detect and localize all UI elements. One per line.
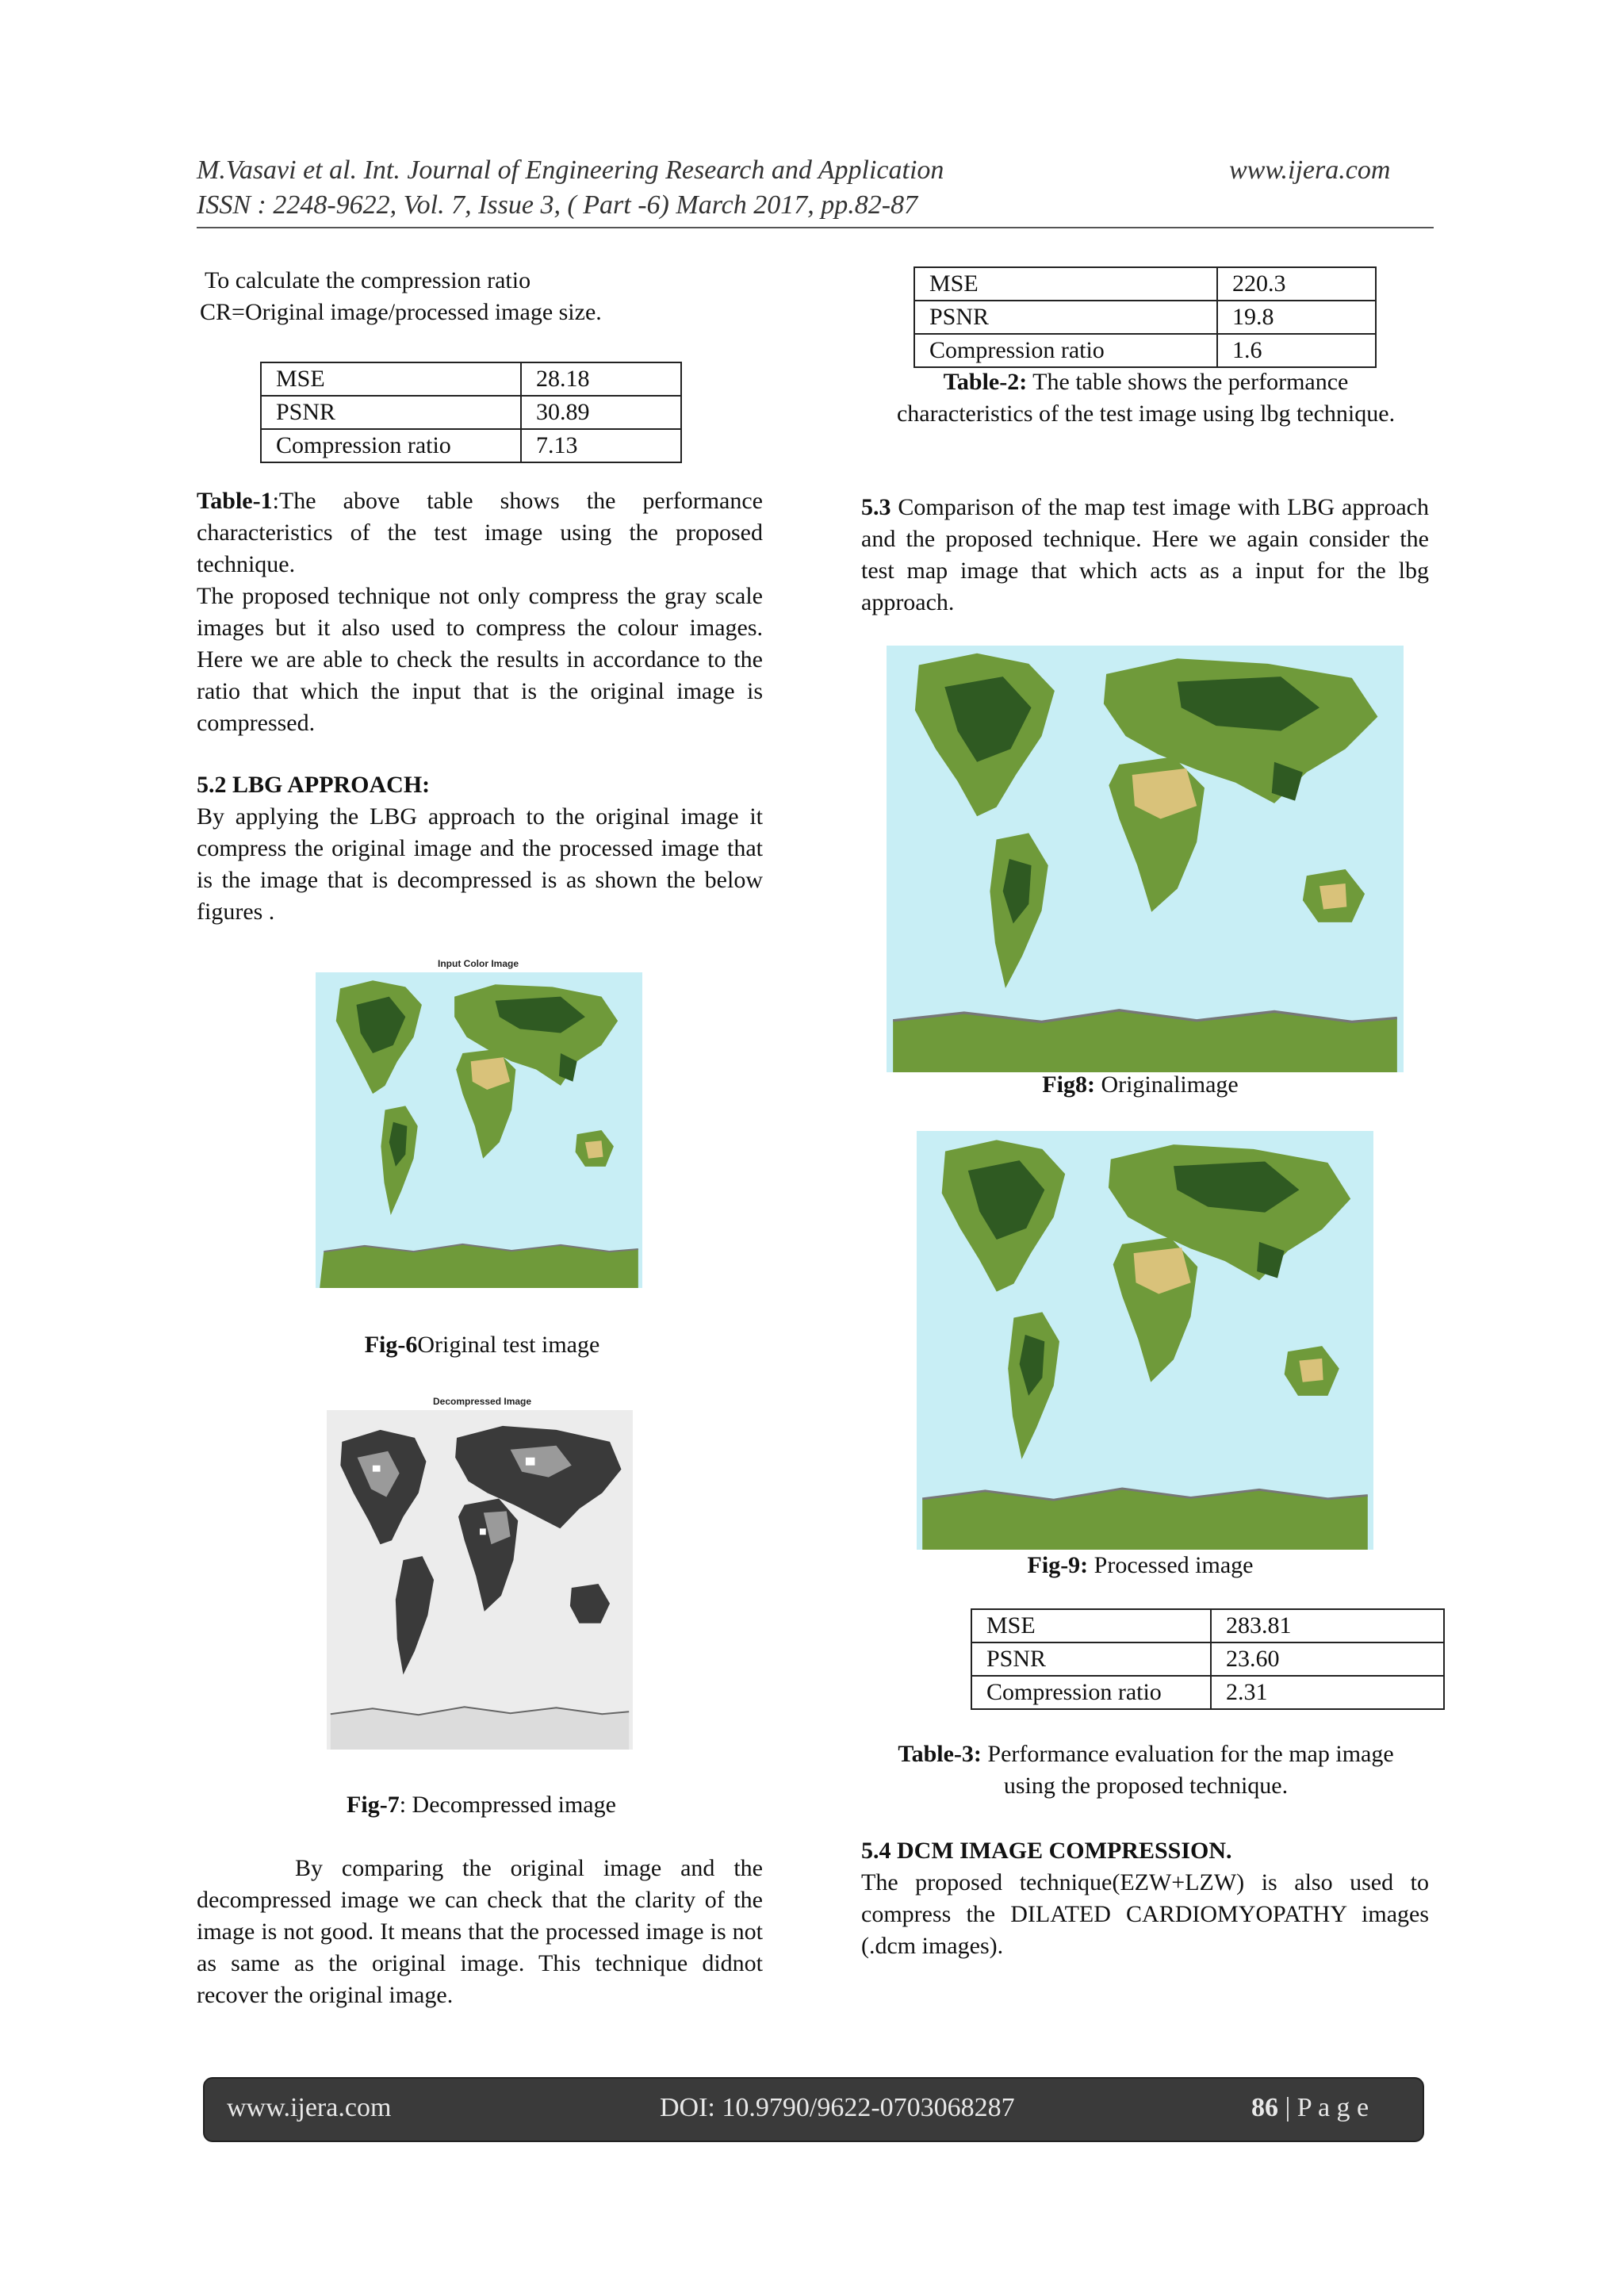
table-cell: Compression ratio	[971, 1676, 1211, 1709]
table-2	[914, 266, 1377, 368]
section-5-3-text	[861, 492, 1429, 619]
fig-7-label: Fig-7	[347, 1792, 400, 1818]
table-3	[971, 1608, 1445, 1710]
header-divider	[197, 227, 1434, 228]
table-1	[260, 362, 682, 463]
table-3-label: Table-3:	[898, 1741, 982, 1767]
lbg-section	[197, 769, 763, 928]
lbg-heading: 5.2 LBG APPROACH:	[197, 772, 431, 798]
table-1-caption	[197, 485, 763, 581]
table-cell: MSE	[971, 1609, 1211, 1642]
table-cell: 19.8	[1217, 301, 1376, 334]
journal-site: www.ijera.com	[1229, 155, 1391, 185]
table-row	[914, 334, 1376, 367]
intro-line-2: CR=Original image/processed image size.	[200, 299, 602, 325]
table-cell: PSNR	[971, 1642, 1211, 1676]
table-cell: 2.31	[1211, 1676, 1444, 1709]
page-word: | P a g e	[1278, 2093, 1369, 2122]
table-row	[971, 1642, 1444, 1676]
fig-8-caption-text: Originalimage	[1094, 1071, 1239, 1098]
fig-8-caption	[974, 1069, 1307, 1101]
page-number: 86	[1251, 2093, 1278, 2122]
footer-doi: DOI: 10.9790/9622-0703068287	[660, 2093, 1015, 2122]
world-map-grayscale	[327, 1410, 633, 1750]
table-row	[914, 301, 1376, 334]
fig-6-inner-title: Input Color Image	[438, 958, 519, 969]
table-3-caption	[880, 1738, 1411, 1802]
fig-6-map-image	[316, 972, 642, 1288]
comparison-paragraph	[197, 1853, 763, 2011]
fig-7-map-image	[327, 1410, 633, 1750]
table-3-caption-text: Performance evaluation for the map image using the proposed technique.	[981, 1741, 1394, 1799]
table-cell: PSNR	[914, 301, 1217, 334]
table-2-caption-text: The table shows the performance characteristics of the test image using lbg technique.	[896, 369, 1396, 427]
fig-9-caption-text: Processed image	[1088, 1552, 1254, 1578]
table-row	[261, 429, 681, 462]
section-5-3-body: Comparison of the map test image with LBG approach and the proposed technique. Here we again consider the test map image that which acts as a input for the lbg approach.	[861, 494, 1429, 615]
table-2-label: Table-2:	[943, 369, 1028, 395]
fig-9-label: Fig-9:	[1027, 1552, 1089, 1578]
fig-7-caption	[311, 1789, 652, 1821]
section-5-4-heading: 5.4 DCM IMAGE COMPRESSION.	[861, 1838, 1232, 1864]
table-cell: 30.89	[521, 396, 681, 429]
lbg-paragraph: By applying the LBG approach to the original image it compress the original image and the processed image that is the image that is decompressed is as shown the below figures .	[197, 803, 763, 925]
table-cell: MSE	[261, 362, 521, 396]
table-cell: Compression ratio	[261, 429, 521, 462]
table-cell: 283.81	[1211, 1609, 1444, 1642]
table-1-caption-block	[197, 485, 763, 739]
table-row	[971, 1609, 1444, 1642]
footer-page	[1251, 2093, 1369, 2123]
table-1-caption-text: :The above table shows the performance characteristics of the test image using the proposed technique.	[197, 488, 763, 577]
table-cell: 23.60	[1211, 1642, 1444, 1676]
intro-line-1: To calculate the compression ratio	[205, 267, 531, 293]
table-1-label: Table-1	[197, 488, 273, 514]
world-map-original	[887, 646, 1404, 1072]
section-5-3-number: 5.3	[861, 494, 891, 520]
section-5-4	[861, 1835, 1429, 1962]
journal-header: M.Vasavi et al. Int. Journal of Engineering Research and Application	[197, 155, 944, 185]
intro-text	[200, 265, 771, 328]
table-row	[914, 267, 1376, 301]
fig-8-map-image	[887, 646, 1404, 1072]
table-row	[261, 362, 681, 396]
fig-7-caption-text: : Decompressed image	[399, 1792, 616, 1818]
table-cell: 1.6	[1217, 334, 1376, 367]
table-2-caption	[896, 366, 1396, 430]
issue-line: ISSN : 2248-9622, Vol. 7, Issue 3, ( Part -6) March 2017, pp.82-87	[197, 190, 918, 220]
table-row	[261, 396, 681, 429]
comparison-text: By comparing the original image and the decompressed image we can check that the clarity of the image is not good. It means that the processed image is not as same as the original image. This technique didnot recover the original image.	[197, 1855, 763, 2008]
fig-9-caption	[974, 1550, 1307, 1581]
fig-8-label: Fig8:	[1042, 1071, 1095, 1098]
table-row	[971, 1676, 1444, 1709]
section-5-3	[861, 492, 1429, 619]
paragraph-colour-compression: The proposed technique not only compress the gray scale images but it also used to compress the colour images. Here we are able to check the results in accordance to the ratio that which the input that is the original image is compressed.	[197, 583, 763, 736]
table-cell: 7.13	[521, 429, 681, 462]
table-cell: Compression ratio	[914, 334, 1217, 367]
table-cell: 220.3	[1217, 267, 1376, 301]
world-map-processed	[917, 1131, 1373, 1550]
table-cell: PSNR	[261, 396, 521, 429]
world-map-color	[316, 972, 642, 1288]
fig-6-caption	[316, 1329, 649, 1361]
fig-9-map-image	[917, 1131, 1373, 1550]
table-cell: 28.18	[521, 362, 681, 396]
section-5-4-paragraph: The proposed technique(EZW+LZW) is also used to compress the DILATED CARDIOMYOPATHY images (.dcm images).	[861, 1869, 1429, 1959]
fig-6-label: Fig-6	[364, 1332, 418, 1358]
table-cell: MSE	[914, 267, 1217, 301]
footer-site: www.ijera.com	[227, 2093, 392, 2122]
fig-7-inner-title: Decompressed Image	[433, 1396, 532, 1407]
page-footer	[205, 2079, 1423, 2141]
fig-6-caption-text: Original test image	[417, 1332, 600, 1358]
